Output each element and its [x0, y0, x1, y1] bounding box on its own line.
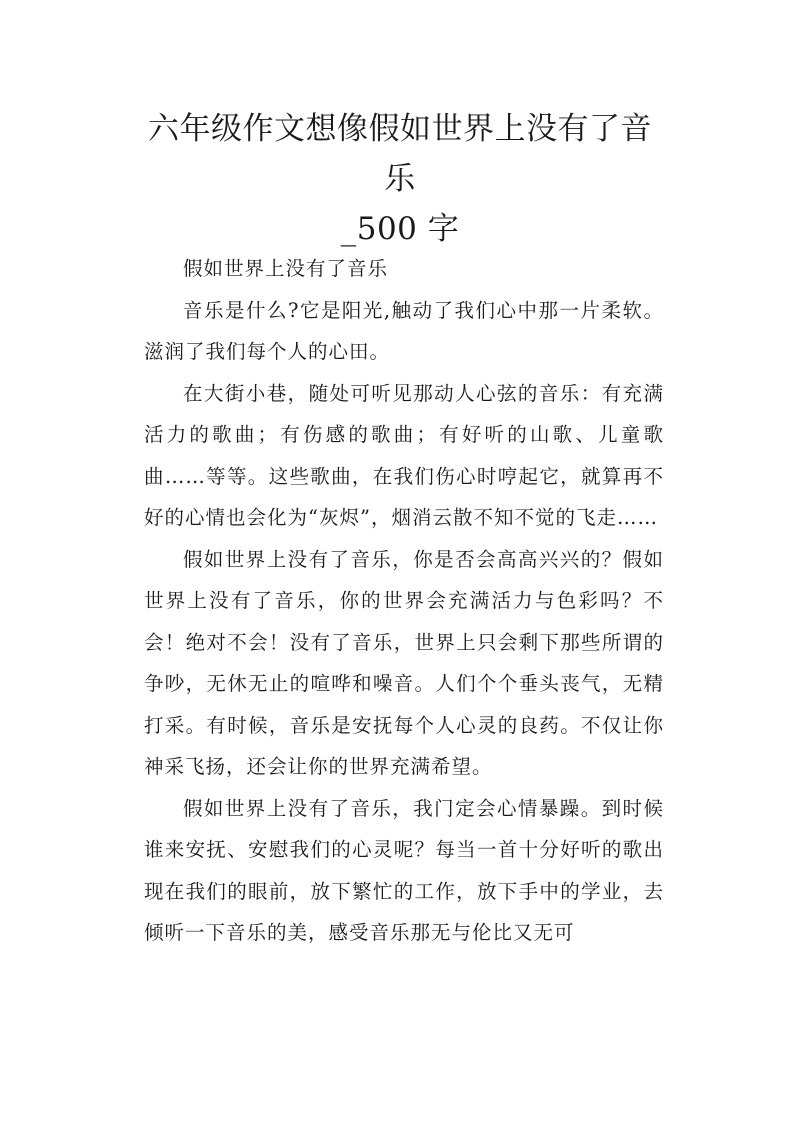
essay-subtitle: 假如世界上没有了音乐 — [183, 257, 389, 280]
title-line-1: 六年级作文想像假如世界上没有了音乐 — [148, 111, 652, 197]
paragraph: 音乐是什么?它是阳光,触动了我们心中那一片柔软。滋润了我们每个人的心田。 — [144, 298, 664, 363]
paragraph: 在大街小巷，随处可听见那动人心弦的音乐：有充满活力的歌曲；有伤感的歌曲；有好听的山歌、儿童歌曲……等等。这些歌曲，在我们伤心时哼起它，就算再不好的心情也会化为“灰烬”，烟消云散不知不觉的飞走…… — [144, 381, 664, 529]
paragraph: 假如世界上没有了音乐，你是否会高高兴兴的？假如世界上没有了音乐，你的世界会充满活力与色彩吗？不会！绝对不会！没有了音乐，世界上只会剩下那些所谓的争吵，无休无止的喧哗和噪音。人们个个垂头丧气，无精打采。有时候，音乐是安抚每个人心灵的良药。不仅让你神采飞扬，还会让你的世界充满希望。 — [144, 547, 664, 778]
title-line-2: _500 字 — [340, 211, 460, 247]
document-title — [140, 104, 660, 254]
paragraph: 假如世界上没有了音乐，我门定会心情暴躁。到时候谁来安抚、安慰我们的心灵呢？每当一首十分好听的歌出现在我们的眼前，放下繁忙的工作，放下手中的学业，去倾听一下音乐的美，感受音乐那无与伦比又无可 — [144, 796, 664, 944]
document-body — [144, 248, 664, 954]
